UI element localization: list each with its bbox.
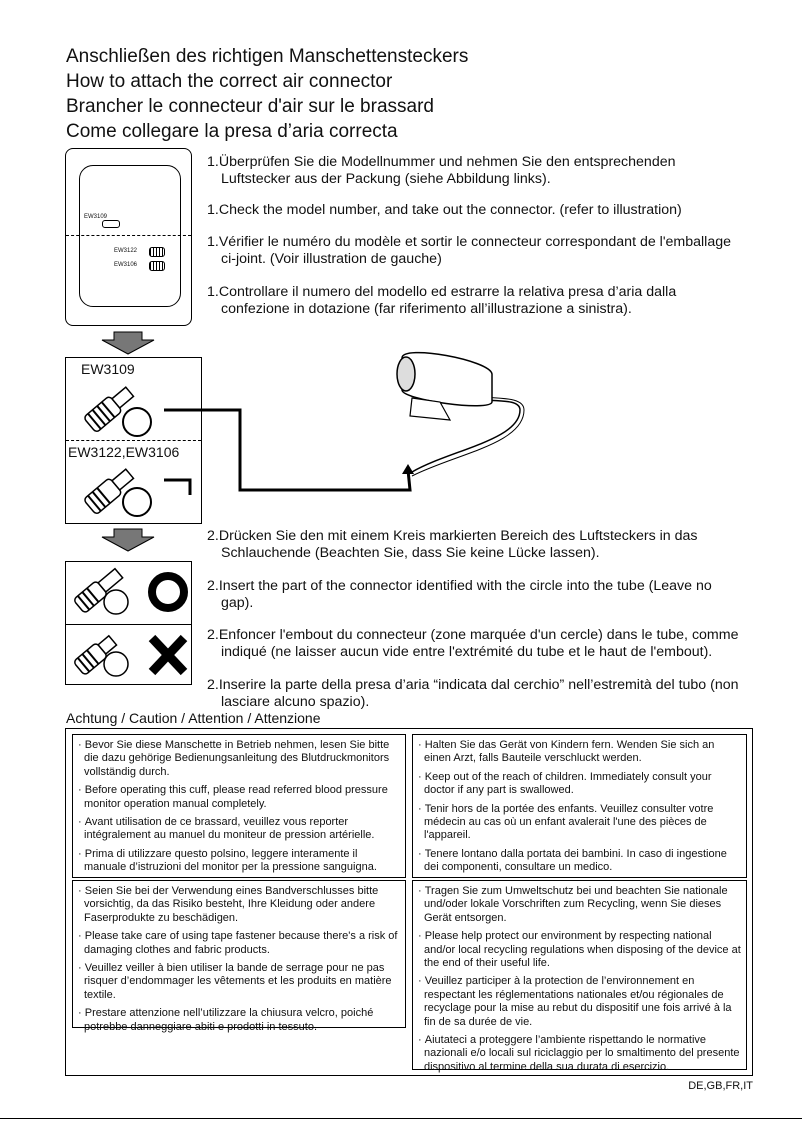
package-illustration xyxy=(65,148,192,326)
model-bottom-label: EW3122,EW3106 xyxy=(68,444,180,460)
title-block xyxy=(66,44,468,144)
caution-item: · Halten Sie das Gerät von Kindern fern. Wenden Sie sich an einen Arzt, falls Bauteile verschluckt werden. xyxy=(418,739,741,766)
step2-en: 2.Insert the part of the connector identified with the circle into the tube (Leave no gap). xyxy=(207,578,712,611)
caution-item: · Seien Sie bei der Verwendung eines Bandverschlusses bitte vorsichtig, da das Risiko besteht, Ihre Kleidung oder andere Faserprodukte zu beschädigen. xyxy=(78,885,400,925)
insertion-divider xyxy=(66,624,191,625)
caution-item: · Prestare attenzione nell’utilizzare la chiusura velcro, poiché potrebbe danneggiare abiti e prodotti in tessuto. xyxy=(78,1007,400,1034)
caution-item: · Avant utilisation de ce brassard, veuillez vous reporter intégralement au manuel du moniteur de pression artérielle. xyxy=(78,816,400,843)
caution-item: · Veuillez veiller à bien utiliser la bande de serrage pour ne pas risquer d’endommager les vêtements et les produits en matière textile. xyxy=(78,962,400,1002)
correct-circle-icon xyxy=(152,576,184,608)
title-it: Come collegare la presa d’aria correcta xyxy=(66,121,398,142)
connector-icon xyxy=(149,247,165,257)
step2-de: 2.Drücken Sie den mit einem Kreis markierten Bereich des Luftsteckers in das Schlauchende (Beachten Sie, dass Sie keine Lücke lassen). xyxy=(207,528,698,561)
caution-item: · Prima di utilizzare questo polsino, leggere interamente il manuale d’istruzioni del monitor per la pressione sanguigna. xyxy=(78,848,400,875)
language-codes: DE,GB,FR,IT xyxy=(688,1080,753,1092)
caution-item: · Bevor Sie diese Manschette in Betrieb nehmen, lesen Sie bitte die dazu gehörige Bedienungsanleitung des Blutdruckmonitors vollständig durch. xyxy=(78,739,400,779)
caution-item: · Tenir hors de la portée des enfants. Veuillez consulter votre médecin au cas où un enfant avalerait l'une des pièces de l'appareil. xyxy=(418,803,741,843)
connector-bottom-icon xyxy=(71,462,161,522)
package-label-a: EW3109 xyxy=(84,214,108,220)
step1-fr: 1.Vérifier le numéro du modèle et sortir le connecteur correspondant de l'emballage ci-joint. (Voir illustration de gauche) xyxy=(207,234,732,267)
title-de: Anschließen des richtigen Manschettensteckers xyxy=(66,46,469,67)
package-label-c: EW3106 xyxy=(114,262,138,268)
step2-fr: 2.Enfoncer l'embout du connecteur (zone marquée d'un cercle) dans le tube, comme indiqué (ne laisser aucun vide entre l'extrémité du tube et le haut de l'embout). xyxy=(207,627,739,660)
caution-item: · Keep out of the reach of children. Immediately consult your doctor if any part is swallowed. xyxy=(418,771,741,798)
caution-box-top-right xyxy=(412,734,747,878)
cuff-tube-illustration xyxy=(150,350,550,510)
connector-icon xyxy=(102,220,120,228)
title-fr: Brancher le connecteur d'air sur le brassard xyxy=(66,96,434,117)
caution-box-top-left xyxy=(72,734,406,878)
down-arrow-icon xyxy=(100,527,156,553)
correct-insertion-illustration xyxy=(68,564,190,622)
caution-item: · Aiutateci a proteggere l’ambiente rispettando le normative nazionali e/o locali sul riciclaggio per lo smaltimento del presente dispositivo al termine della sua durata di esercizio. xyxy=(418,1034,741,1074)
package-divider xyxy=(66,235,191,236)
step1-text xyxy=(207,154,767,318)
step1-it: 1.Controllare il numero del modello ed estrarre la relativa presa d’aria dalla confezione in dotazione (far riferimento all’illustrazione a sinistra). xyxy=(207,284,677,317)
caution-item: · Tragen Sie zum Umweltschutz bei und beachten Sie nationale und/oder lokale Vorschriften zum Recycling, wenn Sie dieses Gerät entsorgen. xyxy=(418,885,741,925)
down-arrow-icon xyxy=(100,330,156,356)
package-label-b: EW3122 xyxy=(114,248,138,254)
caution-item: · Before operating this cuff, please read referred blood pressure monitor operation manual completely. xyxy=(78,784,400,811)
model-top-label: EW3109 xyxy=(81,361,135,377)
caution-box-bottom-right xyxy=(412,880,747,1073)
step1-en: 1.Check the model number, and take out the connector. (refer to illustration) xyxy=(207,202,682,218)
step2-it: 2.Inserire la parte della presa d’aria “indicata dal cerchio” nell’estremità del tubo (non lasciare alcuno spazio). xyxy=(207,677,739,710)
step1-de: 1.Überprüfen Sie die Modellnummer und nehmen Sie den entsprechenden Luftstecker aus der Packung (siehe Abbildung links). xyxy=(207,154,676,187)
caution-item: · Please take care of using tape fastener because there's a risk of damaging clothes and fabric products. xyxy=(78,930,400,957)
package-inner-outline xyxy=(79,165,181,307)
caution-item: · Veuillez participer à la protection de l’environnement en respectant les réglementations nationales et/ou régionales de recyclage pour la mise au rebut du dispositif une fois arrivé à la fin de sa durée de vie. xyxy=(418,975,741,1029)
incorrect-cross-icon xyxy=(152,638,184,672)
step2-text xyxy=(207,528,767,711)
cuff-icon xyxy=(397,353,492,420)
incorrect-insertion-illustration xyxy=(68,626,190,684)
insertion-correctness-box xyxy=(65,561,192,685)
connector-top-icon xyxy=(71,380,161,440)
connector-icon xyxy=(149,261,165,271)
caution-heading: Achtung / Caution / Attention / Attenzione xyxy=(66,710,321,726)
bottom-rule xyxy=(0,1118,802,1119)
caution-box-bottom-left xyxy=(72,880,406,1033)
title-en: How to attach the correct air connector xyxy=(66,71,393,92)
caution-item: · Please help protect our environment by respecting national and/or local recycling regulations when disposing of the device at the end of their useful life. xyxy=(418,930,741,970)
caution-item: · Tenere lontano dalla portata dei bambini. In caso di ingestione dei componenti, consultare un medico. xyxy=(418,848,741,875)
